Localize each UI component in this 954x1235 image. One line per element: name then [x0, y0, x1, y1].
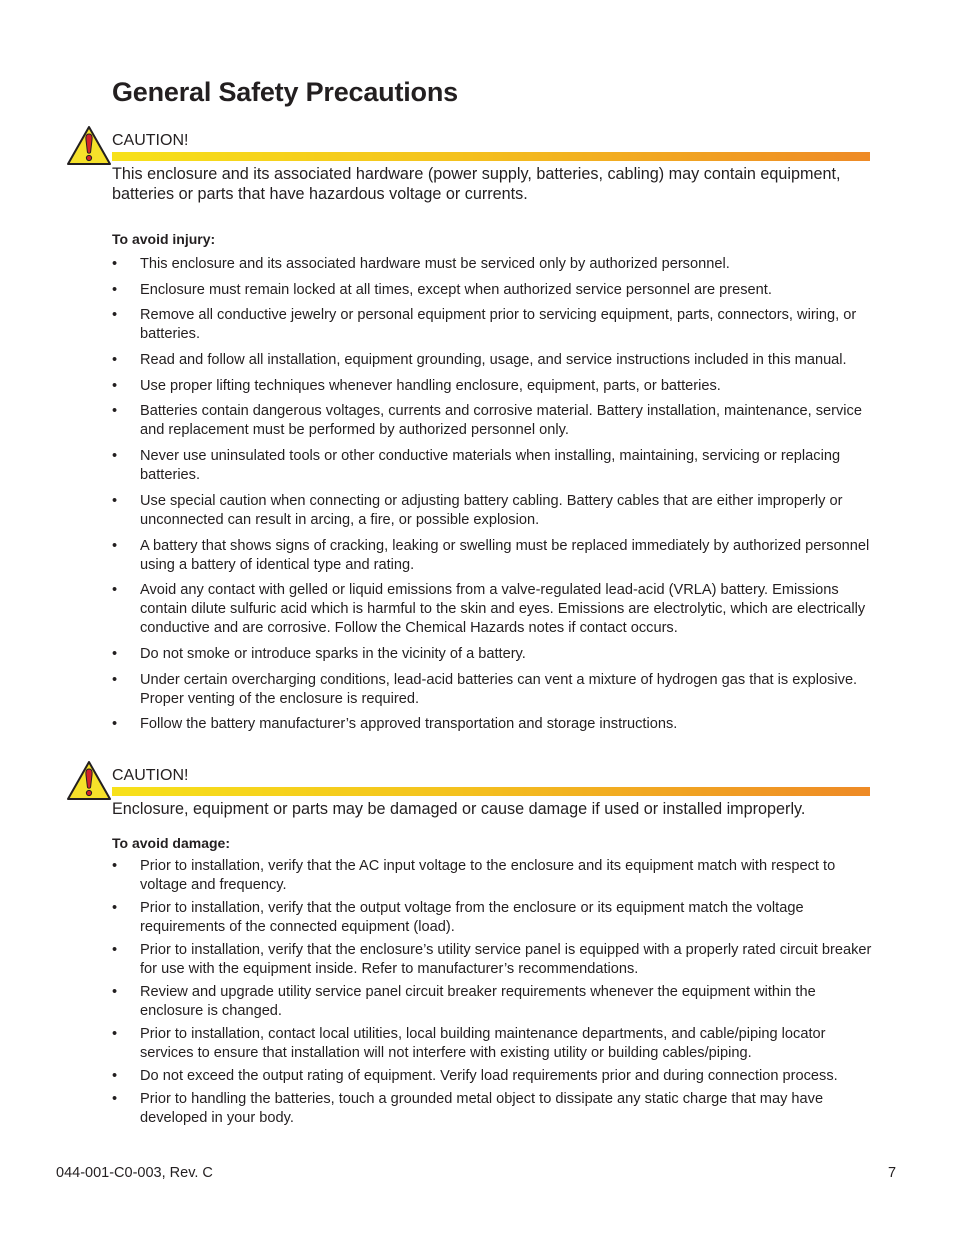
list-item [112, 1067, 872, 1086]
list-item [112, 1090, 872, 1128]
list-item-text: Enclosure must remain locked at all times, except when authorized service personnel are present. [140, 281, 772, 298]
caution-label: CAUTION! [112, 132, 189, 149]
list-item [112, 645, 872, 664]
list-item-text: Review and upgrade utility service panel circuit breaker requirements whenever the equipment within the enclosure is changed. [140, 984, 816, 1019]
bullet-icon: • [112, 377, 118, 394]
bullet-icon: • [112, 256, 118, 272]
bullet-icon: • [112, 671, 118, 688]
damage-precautions-list [112, 857, 872, 1132]
list-item [112, 715, 872, 734]
list-item [112, 899, 872, 937]
bullet-icon: • [112, 492, 118, 509]
bullet-icon: • [112, 1091, 118, 1107]
bullet-icon: • [112, 281, 118, 298]
bullet-icon: • [112, 716, 118, 733]
injury-precautions-list [112, 255, 872, 741]
list-item [112, 857, 872, 895]
list-item [112, 306, 872, 344]
list-item [112, 402, 872, 440]
warning-triangle-icon [66, 125, 112, 167]
list-item-text: Prior to handling the batteries, touch a grounded metal object to dissipate any static charge that may have developed in your body. [140, 1091, 824, 1126]
list-item [112, 1025, 872, 1063]
list-item-text: Use proper lifting techniques whenever handling enclosure, equipment, parts, or batteries. [140, 377, 721, 394]
bullet-icon: • [112, 984, 118, 1000]
list-item-text: Prior to installation, verify that the enclosure’s utility service panel is equipped with a properly rated circuit breaker for use with the equipment inside. Refer to manufacturer’s recommendations. [140, 942, 872, 977]
bullet-icon: • [112, 1026, 118, 1042]
bullet-icon: • [112, 900, 118, 916]
list-item [112, 581, 872, 638]
list-item [112, 941, 872, 979]
bullet-icon: • [112, 1068, 118, 1084]
page-title: General Safety Precautions [112, 77, 458, 107]
list-item-text: Do not exceed the output rating of equipment. Verify load requirements prior and during connection process. [140, 1068, 838, 1084]
list-item-text: Do not smoke or introduce sparks in the vicinity of a battery. [140, 645, 526, 662]
footer-page-number: 7 [888, 1165, 897, 1181]
list-item-text: This enclosure and its associated hardware must be serviced only by authorized personnel. [140, 256, 730, 272]
bullet-icon: • [112, 582, 118, 599]
list-item-text: Under certain overcharging conditions, lead-acid batteries can vent a mixture of hydrogen gas that is explosive. Proper venting of the enclosure is required. [140, 671, 858, 707]
list-item [112, 281, 872, 300]
list-item-text: Follow the battery manufacturer’s approved transportation and storage instructions. [140, 716, 678, 733]
bullet-icon: • [112, 448, 118, 465]
list-item [112, 255, 872, 274]
list-item-text: Prior to installation, verify that the AC input voltage to the enclosure and its equipment match with respect to voltage and frequency. [140, 858, 836, 893]
list-item-text: Never use uninsulated tools or other conductive materials when installing, maintaining, servicing or replacing batteries. [140, 448, 841, 484]
list-item [112, 537, 872, 575]
bullet-icon: • [112, 942, 118, 958]
list-item [112, 983, 872, 1021]
caution-label: CAUTION! [112, 767, 189, 784]
subhead-avoid-injury: To avoid injury: [112, 231, 216, 247]
bullet-icon: • [112, 858, 118, 874]
list-item [112, 671, 872, 709]
list-item [112, 492, 872, 530]
subhead-avoid-damage: To avoid damage: [112, 835, 230, 851]
list-item-text: Prior to installation, verify that the output voltage from the enclosure or its equipment match the voltage requirements of the connected equipment (load). [140, 900, 804, 935]
caution-divider-bar [112, 152, 870, 161]
list-item-text: Use special caution when connecting or adjusting battery cabling. Battery cables that are either improperly or unconnected can result in arcing, a fire, or possible explosion. [140, 492, 843, 528]
list-item-text: Read and follow all installation, equipment grounding, usage, and service instructions included in this manual. [140, 352, 847, 369]
footer-doc-number: 044-001-C0-003, Rev. C [56, 1165, 213, 1181]
list-item-text: Batteries contain dangerous voltages, currents and corrosive material. Battery installation, maintenance, service and replacement must be performed by authorized personnel only. [140, 403, 862, 439]
list-item-text: Prior to installation, contact local utilities, local building maintenance departments, and cable/piping locator services to ensure that installation will not interfere with existing utility or building cables/piping. [140, 1026, 826, 1061]
list-item-text: A battery that shows signs of cracking, leaking or swelling must be replaced immediately by authorized personnel using a battery of identical type and rating. [140, 537, 870, 573]
list-item [112, 351, 872, 370]
bullet-icon: • [112, 537, 118, 554]
bullet-icon: • [112, 403, 118, 420]
list-item-text: Avoid any contact with gelled or liquid emissions from a valve-regulated lead-acid (VRLA) battery. Emissions contain dilute sulfuric acid which is harmful to the skin and eyes. Emissions are electrolytic, which are electrically conductive and are corrosive. Follow the Chemical Hazards notes if contact occurs. [140, 582, 866, 637]
list-item [112, 377, 872, 396]
caution-divider-bar [112, 787, 870, 796]
warning-triangle-icon [66, 760, 112, 802]
caution-description: Enclosure, equipment or parts may be damaged or cause damage if used or installed improperly. [112, 800, 806, 818]
bullet-icon: • [112, 307, 118, 324]
bullet-icon: • [112, 352, 118, 369]
caution-description: This enclosure and its associated hardware (power supply, batteries, cabling) may contain equipment, batteries or parts that have hazardous voltage or currents. [112, 165, 841, 203]
bullet-icon: • [112, 645, 118, 662]
list-item [112, 447, 872, 485]
list-item-text: Remove all conductive jewelry or personal equipment prior to servicing equipment, parts, connectors, wiring, or batteries. [140, 307, 857, 343]
